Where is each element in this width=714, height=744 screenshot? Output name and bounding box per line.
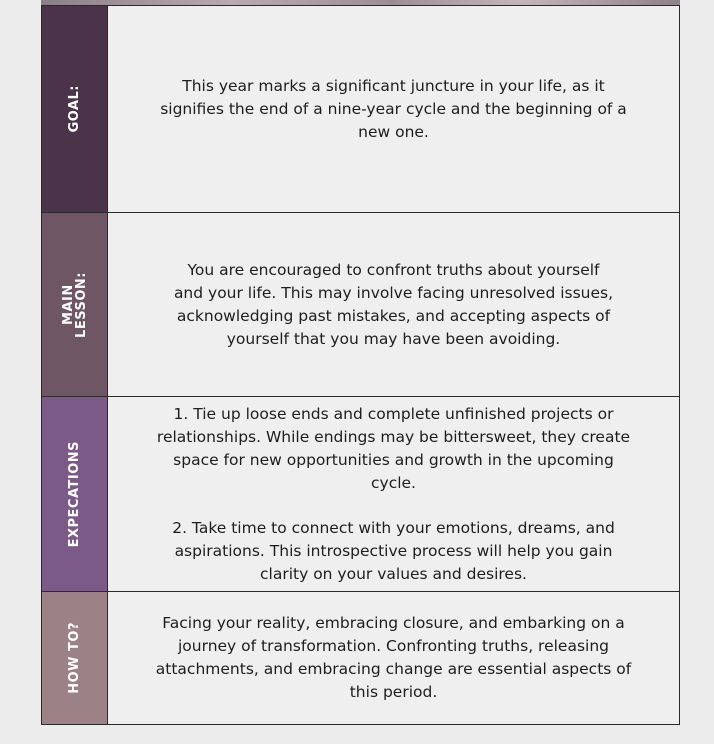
table-row-goal	[42, 6, 679, 212]
main-lesson-paragraph: You are encouraged to confront truths about yourself and your life. This may involve facing unresolved issues, acknowledging past mistakes, and accepting aspects of yourself that you may have been avoiding.	[173, 260, 614, 348]
main-lesson-content-cell	[108, 213, 679, 396]
expectations-paragraph-2: 2. Take time to connect with your emotions, dreams, and aspirations. This introspective process will help you gain clarity on your values and desires.	[172, 518, 615, 583]
goal-content-cell	[108, 6, 679, 212]
table-row-expectations	[42, 396, 679, 591]
how-to-label-cell	[42, 592, 108, 724]
expectations-label-cell	[42, 397, 108, 591]
expectations-paragraph-1: 1. Tie up loose ends and complete unfinished projects or relationships. While endings may be bittersweet, they create space for new opportunities and growth in the upcoming cycle.	[156, 404, 631, 492]
how-to-content-cell	[108, 592, 679, 724]
main-lesson-label-cell	[42, 213, 108, 396]
goal-label-cell	[42, 6, 108, 212]
how-to-label: HOW TO?	[67, 622, 82, 694]
expectations-label: EXPECATIONS	[67, 440, 82, 548]
expectations-text	[149, 403, 639, 586]
how-to-text	[151, 612, 636, 704]
expectations-content-cell	[108, 397, 679, 591]
goal-text	[159, 75, 629, 144]
table-row-main-lesson	[42, 212, 679, 396]
table-row-how-to	[42, 591, 679, 724]
goal-label: GOAL:	[67, 85, 82, 133]
year-guide-table	[41, 5, 680, 725]
main-lesson-text	[174, 259, 614, 351]
goal-paragraph: This year marks a significant juncture in your life, as it signifies the end of a nine-year cycle and the beginning of a new one.	[160, 76, 627, 141]
main-lesson-label: MAIN LESSON:	[60, 271, 89, 338]
how-to-paragraph: Facing your reality, embracing closure, and embarking on a journey of transformation. Confronting truths, releasing attachments, and embracing change are essential aspects of this period.	[155, 614, 632, 701]
